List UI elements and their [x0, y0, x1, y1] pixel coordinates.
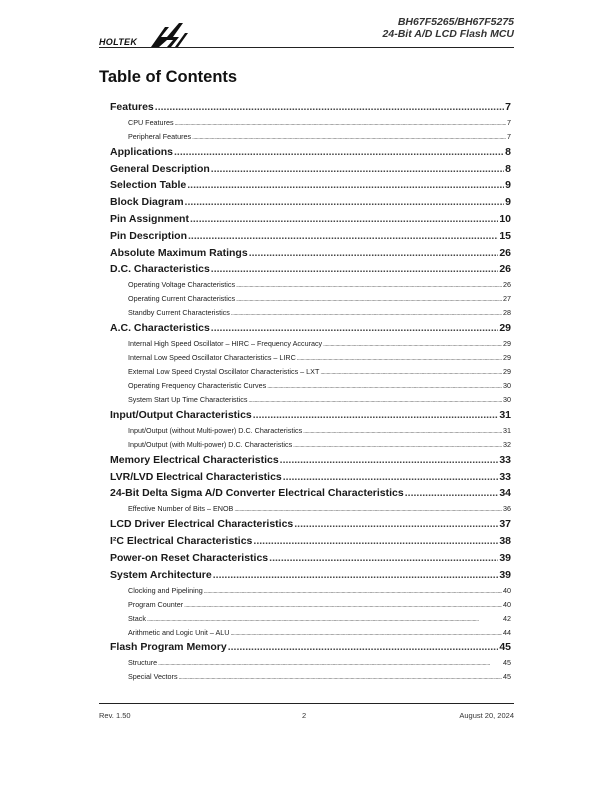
toc-entry-page: 30 [503, 395, 511, 405]
toc-entry-page: 45 [503, 672, 511, 682]
dot-leader [211, 163, 504, 176]
toc-entry-page: 8 [505, 145, 511, 158]
toc-entry-label: External Low Speed Crystal Oscillator Characteristics – LXT [128, 367, 320, 377]
toc-entry-label: LCD Driver Electrical Characteristics [110, 518, 294, 531]
toc-entry-label: System Start Up Time Characteristics [128, 395, 248, 405]
toc-entry-label: Standby Current Characteristics [128, 308, 230, 318]
toc-subsection-entry[interactable] [110, 117, 511, 128]
toc-section-entry[interactable] [110, 230, 511, 243]
toc-entry-page: 9 [505, 179, 511, 192]
toc-entry-page: 30 [503, 381, 511, 391]
toc-section-entry[interactable] [110, 641, 511, 654]
dot-leader [323, 339, 502, 350]
toc-entry-page: 26 [503, 280, 511, 290]
table-of-contents [110, 101, 511, 682]
toc-entry-label: Features [110, 101, 154, 113]
toc-entry-page: 26 [499, 246, 511, 259]
toc-entry-label: Special Vectors [128, 672, 178, 682]
dot-leader [280, 454, 499, 467]
toc-entry-page: 27 [503, 294, 511, 304]
page-header [99, 13, 514, 48]
toc-entry-page: 33 [499, 470, 511, 483]
toc-entry-label: Block Diagram [110, 196, 184, 209]
holtek-logo [99, 23, 189, 47]
toc-entry-page: 9 [505, 196, 511, 209]
page-footer [99, 703, 514, 724]
toc-entry-label: I²C Electrical Characteristics [110, 534, 253, 547]
toc-section-entry[interactable] [110, 163, 511, 176]
toc-section-entry[interactable] [110, 409, 511, 422]
dot-leader [155, 101, 504, 114]
dot-leader [303, 426, 502, 437]
toc-entry-page: 28 [503, 308, 511, 318]
toc-entry-label: Clocking and Pipelining [128, 585, 203, 595]
toc-entry-label: Pin Description [110, 229, 188, 242]
dot-leader [234, 504, 502, 515]
footer-date: August 20, 2024 [459, 711, 514, 720]
dot-leader [283, 471, 499, 484]
holtek-logo-icon [149, 23, 189, 49]
toc-entry-page: 29 [503, 353, 511, 363]
toc-subsection-entry[interactable] [110, 293, 511, 304]
toc-subsection-entry[interactable] [110, 585, 511, 596]
toc-entry-label: Power-on Reset Characteristics [110, 551, 269, 564]
dot-leader [211, 263, 499, 276]
toc-entry-page: 45 [499, 641, 511, 654]
toc-entry-label: Operating Current Characteristics [128, 294, 236, 304]
toc-entry-page: 29 [503, 367, 511, 377]
toc-entry-page: 42 [503, 613, 511, 623]
toc-entry-page: 45 [503, 658, 511, 668]
toc-entry-label: Effective Number of Bits – ENOB [128, 504, 234, 514]
toc-entry-page: 38 [499, 534, 511, 547]
toc-section-entry[interactable] [110, 518, 511, 531]
toc-entry-label: Internal High Speed Oscillator – HIRC – Frequency Accuracy [128, 339, 323, 349]
toc-entry-label: Operating Frequency Characteristic Curves [128, 381, 267, 391]
toc-entry-page: 44 [503, 627, 511, 637]
toc-subsection-entry[interactable] [110, 503, 511, 514]
toc-entry-page: 32 [503, 439, 511, 449]
toc-entry-label: Applications [110, 145, 174, 158]
toc-section-entry[interactable] [110, 247, 511, 260]
dot-leader [297, 353, 502, 364]
dot-leader [147, 614, 502, 625]
toc-subsection-entry[interactable] [110, 352, 511, 363]
dot-leader [236, 294, 502, 305]
toc-entry-label: Absolute Maximum Ratings [110, 246, 248, 259]
logo-text: HOLTEK [99, 37, 138, 47]
dot-leader [158, 658, 502, 669]
toc-subsection-entry[interactable] [110, 657, 511, 668]
toc-entry-page: 39 [499, 551, 511, 564]
dot-leader [249, 247, 499, 260]
dot-leader [236, 280, 502, 291]
dot-leader [294, 518, 498, 531]
toc-entry-label: D.C. Characteristics [110, 263, 210, 276]
dot-leader [248, 395, 502, 406]
toc-entry-label: A.C. Characteristics [110, 322, 210, 335]
toc-section-entry[interactable] [110, 569, 511, 582]
toc-section-entry[interactable] [110, 101, 511, 114]
toc-entry-page: 40 [503, 599, 511, 609]
toc-subsection-entry[interactable] [110, 613, 511, 624]
toc-entry-page: 8 [505, 162, 511, 175]
page-title: Table of Contents [99, 68, 238, 86]
toc-entry-label: Input/Output (without Multi-power) D.C. Characteristics [128, 425, 303, 435]
toc-subsection-entry[interactable] [110, 338, 511, 349]
toc-entry-label: Operating Voltage Characteristics [128, 280, 236, 290]
toc-entry-page: 31 [499, 408, 511, 421]
toc-entry-page: 29 [499, 322, 511, 335]
dot-leader [179, 672, 502, 683]
toc-subsection-entry[interactable] [110, 671, 511, 682]
dot-leader [185, 196, 505, 209]
toc-section-entry[interactable] [110, 196, 511, 209]
toc-entry-label: Memory Electrical Characteristics [110, 453, 279, 466]
toc-subsection-entry[interactable] [110, 307, 511, 318]
dot-leader [213, 569, 499, 582]
toc-section-entry[interactable] [110, 471, 511, 484]
toc-entry-label: Internal Low Speed Oscillator Characteristics – LIRC [128, 353, 296, 363]
toc-entry-label: Program Counter [128, 599, 184, 609]
dot-leader [204, 586, 502, 597]
toc-section-entry[interactable] [110, 213, 511, 226]
part-numbers: BH67F5265/BH67F5275 [397, 16, 514, 28]
toc-entry-page: 34 [499, 487, 511, 500]
dot-leader [188, 230, 498, 243]
toc-section-entry[interactable] [110, 454, 511, 467]
header-titles [383, 16, 514, 40]
toc-subsection-entry[interactable] [110, 131, 511, 142]
dot-leader [190, 213, 498, 226]
toc-entry-page: 15 [499, 229, 511, 242]
toc-entry-page: 36 [503, 504, 511, 514]
dot-leader [187, 179, 504, 192]
dot-leader [293, 440, 502, 451]
dot-leader [267, 381, 502, 392]
toc-entry-label: Input/Output (with Multi-power) D.C. Characteristics [128, 439, 293, 449]
dot-leader [228, 641, 499, 654]
toc-entry-page: 7 [507, 132, 511, 141]
toc-section-entry[interactable] [110, 487, 511, 500]
toc-section-entry[interactable] [110, 263, 511, 276]
toc-section-entry[interactable] [110, 146, 511, 159]
toc-subsection-entry[interactable] [110, 439, 511, 450]
toc-subsection-entry[interactable] [110, 279, 511, 290]
dot-leader [174, 146, 504, 159]
toc-entry-page: 10 [499, 212, 511, 225]
dot-leader [230, 628, 502, 639]
toc-entry-page: 31 [503, 425, 511, 435]
toc-subsection-entry[interactable] [110, 394, 511, 405]
toc-entry-label: Structure [128, 658, 158, 668]
toc-subsection-entry[interactable] [110, 425, 511, 436]
toc-subsection-entry[interactable] [110, 627, 511, 638]
toc-entry-label: Pin Assignment [110, 212, 189, 225]
toc-entry-label: Peripheral Features [128, 132, 192, 141]
toc-section-entry[interactable] [110, 179, 511, 192]
page-number: 2 [302, 711, 307, 720]
dot-leader [184, 600, 502, 611]
toc-entry-page: 26 [499, 263, 511, 276]
toc-entry-label: LVR/LVD Electrical Characteristics [110, 470, 282, 483]
product-subtitle: 24-Bit A/D LCD Flash MCU [382, 28, 514, 40]
toc-entry-page: 33 [499, 453, 511, 466]
dot-leader [211, 322, 499, 335]
revision: Rev. 1.50 [99, 711, 131, 720]
toc-entry-page: 7 [505, 101, 511, 113]
toc-subsection-entry[interactable] [110, 380, 511, 391]
toc-entry-page: 29 [503, 339, 511, 349]
toc-entry-label: 24-Bit Delta Sigma A/D Converter Electrical Characteristics [110, 487, 404, 500]
toc-section-entry[interactable] [110, 552, 511, 565]
dot-leader [175, 118, 506, 129]
dot-leader [192, 132, 506, 143]
toc-entry-label: Stack [128, 613, 146, 623]
toc-entry-label: System Architecture [110, 568, 212, 581]
toc-entry-label: General Description [110, 162, 210, 175]
toc-subsection-entry[interactable] [110, 366, 511, 377]
dot-leader [253, 535, 498, 548]
toc-entry-label: Input/Output Characteristics [110, 408, 252, 421]
dot-leader [231, 308, 502, 319]
dot-leader [253, 409, 499, 422]
toc-entry-label: Arithmetic and Logic Unit – ALU [128, 627, 230, 637]
toc-entry-page: 39 [499, 568, 511, 581]
toc-subsection-entry[interactable] [110, 599, 511, 610]
toc-section-entry[interactable] [110, 535, 511, 548]
dot-leader [269, 552, 498, 565]
toc-entry-page: 7 [507, 118, 511, 127]
toc-entry-page: 37 [499, 518, 511, 531]
toc-entry-label: CPU Features [128, 118, 174, 127]
dot-leader [320, 367, 502, 378]
toc-entry-label: Flash Program Memory [110, 641, 227, 654]
toc-section-entry[interactable] [110, 322, 511, 335]
toc-entry-page: 40 [503, 585, 511, 595]
dot-leader [405, 487, 499, 500]
toc-entry-label: Selection Table [110, 179, 187, 192]
